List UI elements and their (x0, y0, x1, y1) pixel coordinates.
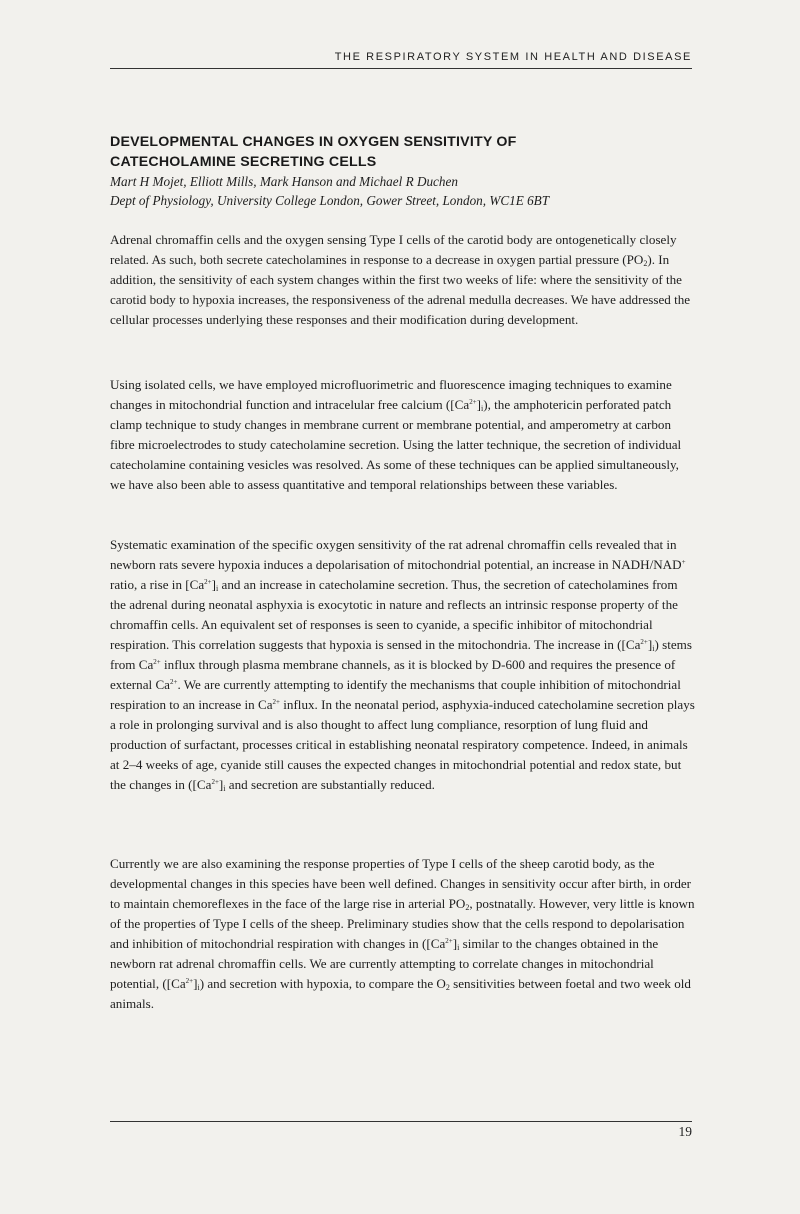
body-paragraph-2: Using isolated cells, we have employed microfluorimetric and fluorescence imaging techniques to examine changes in mitochondrial function and intracelular free calcium $([Ca^{2+}]_i)$, the amphotericin perforated patch clamp technique to study changes in membrane current or membrane potential, and amperometry at carbon fibre microelectrodes to study catecholamine secretion. Using the latter technique, the secretion of individual catecholamine containing vesicles was resolved. As some of these techniques can be applied simultaneously, we have also been able to assess quantitative and temporal relationships between these variables. (110, 377, 682, 492)
body-paragraph-3: Systematic examination of the specific oxygen sensitivity of the rat adrenal chromaffin cells revealed that in newborn rats severe hypoxia induces a depolarisation of mitochondrial potential, an increase in NADH/NAD+ ratio, a rise in $[Ca^{2+}]_i$ and an increase in catecholamine secretion. Thus, the secretion of catecholamines from the adrenal during neonatal asphyxia is exocytotic in nature and reflects an intrinsic response property of the chromaffin cells. An equivalent set of responses is seen to cyanide, a specific inhibitor of mitochondrial respiration. This correlation suggests that hypoxia is sensed in the mitochondria. The increase in $([Ca^{2+}]_i)$ stems from $Ca^{2+}$ influx through plasma membrane channels, as it is blocked by D-600 and requires the presence of external $Ca^{2+}$. We are currently attempting to identify the mechanisms that couple inhibition of mitochondrial respiration to an increase in $Ca^{2+}$ influx. In the neonatal period, asphyxia-induced catecholamine secretion plays a role in prolonging survival and is also thought to affect lung compliance, resorption of lung fluid and production of surfactant, processes critical in establishing neonatal respiratory competence. Indeed, in animals at 2–4 weeks of age, cyanide still causes the expected changes in mitochondrial potential and redox state, but the changes in ($[Ca^{2+}]_i$ and secretion are substantially reduced. (110, 537, 695, 793)
affiliation: Dept of Physiology, University College London, Gower Street, London, WC1E 6BT (110, 193, 550, 208)
header-rule (110, 68, 692, 69)
page-number: 19 (678, 1124, 692, 1139)
body-paragraph-4: Currently we are also examining the response properties of Type I cells of the sheep carotid body, as the developmental changes in this species have been well defined. Changes in sensitivity occur after birth, in order to maintain chemoreflexes in the face of the large rise in arterial $PO_2$, postnatally. However, very little is known of the properties of Type I cells of the sheep. Preliminary studies show that the cells respond to depolarisation and inhibition of mitochondrial respiration with changes in ($[Ca^{2+}]_i$ similar to the changes obtained in the newborn rat adrenal chromaffin cells. We are currently attempting to correlate changes in mitochondrial potential, $([Ca^{2+}]_i)$ and secretion with hypoxia, to compare the $O_2$ sensitivities between foetal and two week old animals. (110, 856, 695, 1011)
footer-rule (110, 1121, 692, 1122)
body-paragraph-1: Adrenal chromaffin cells and the oxygen sensing Type I cells of the carotid body are ontogenetically closely related. As such, both secrete catecholamines in response to a decrease in oxygen partial pressure $(PO_2)$. In addition, the sensitivity of each system changes within the first two weeks of life: where the sensitivity of the carotid body to hypoxia increases, the responsiveness of the adrenal medulla decreases. We have addressed the cellular processes underlying these responses and their modification during development. (110, 232, 691, 327)
author-list: Mart H Mojet, Elliott Mills, Mark Hanson and Michael R Duchen (110, 174, 458, 189)
article-title: DEVELOPMENTAL CHANGES IN OXYGEN SENSITIVITY OF CATECHOLAMINE SECRETING CELLS (110, 134, 517, 170)
running-header: THE RESPIRATORY SYSTEM IN HEALTH AND DISEASE (334, 51, 692, 63)
